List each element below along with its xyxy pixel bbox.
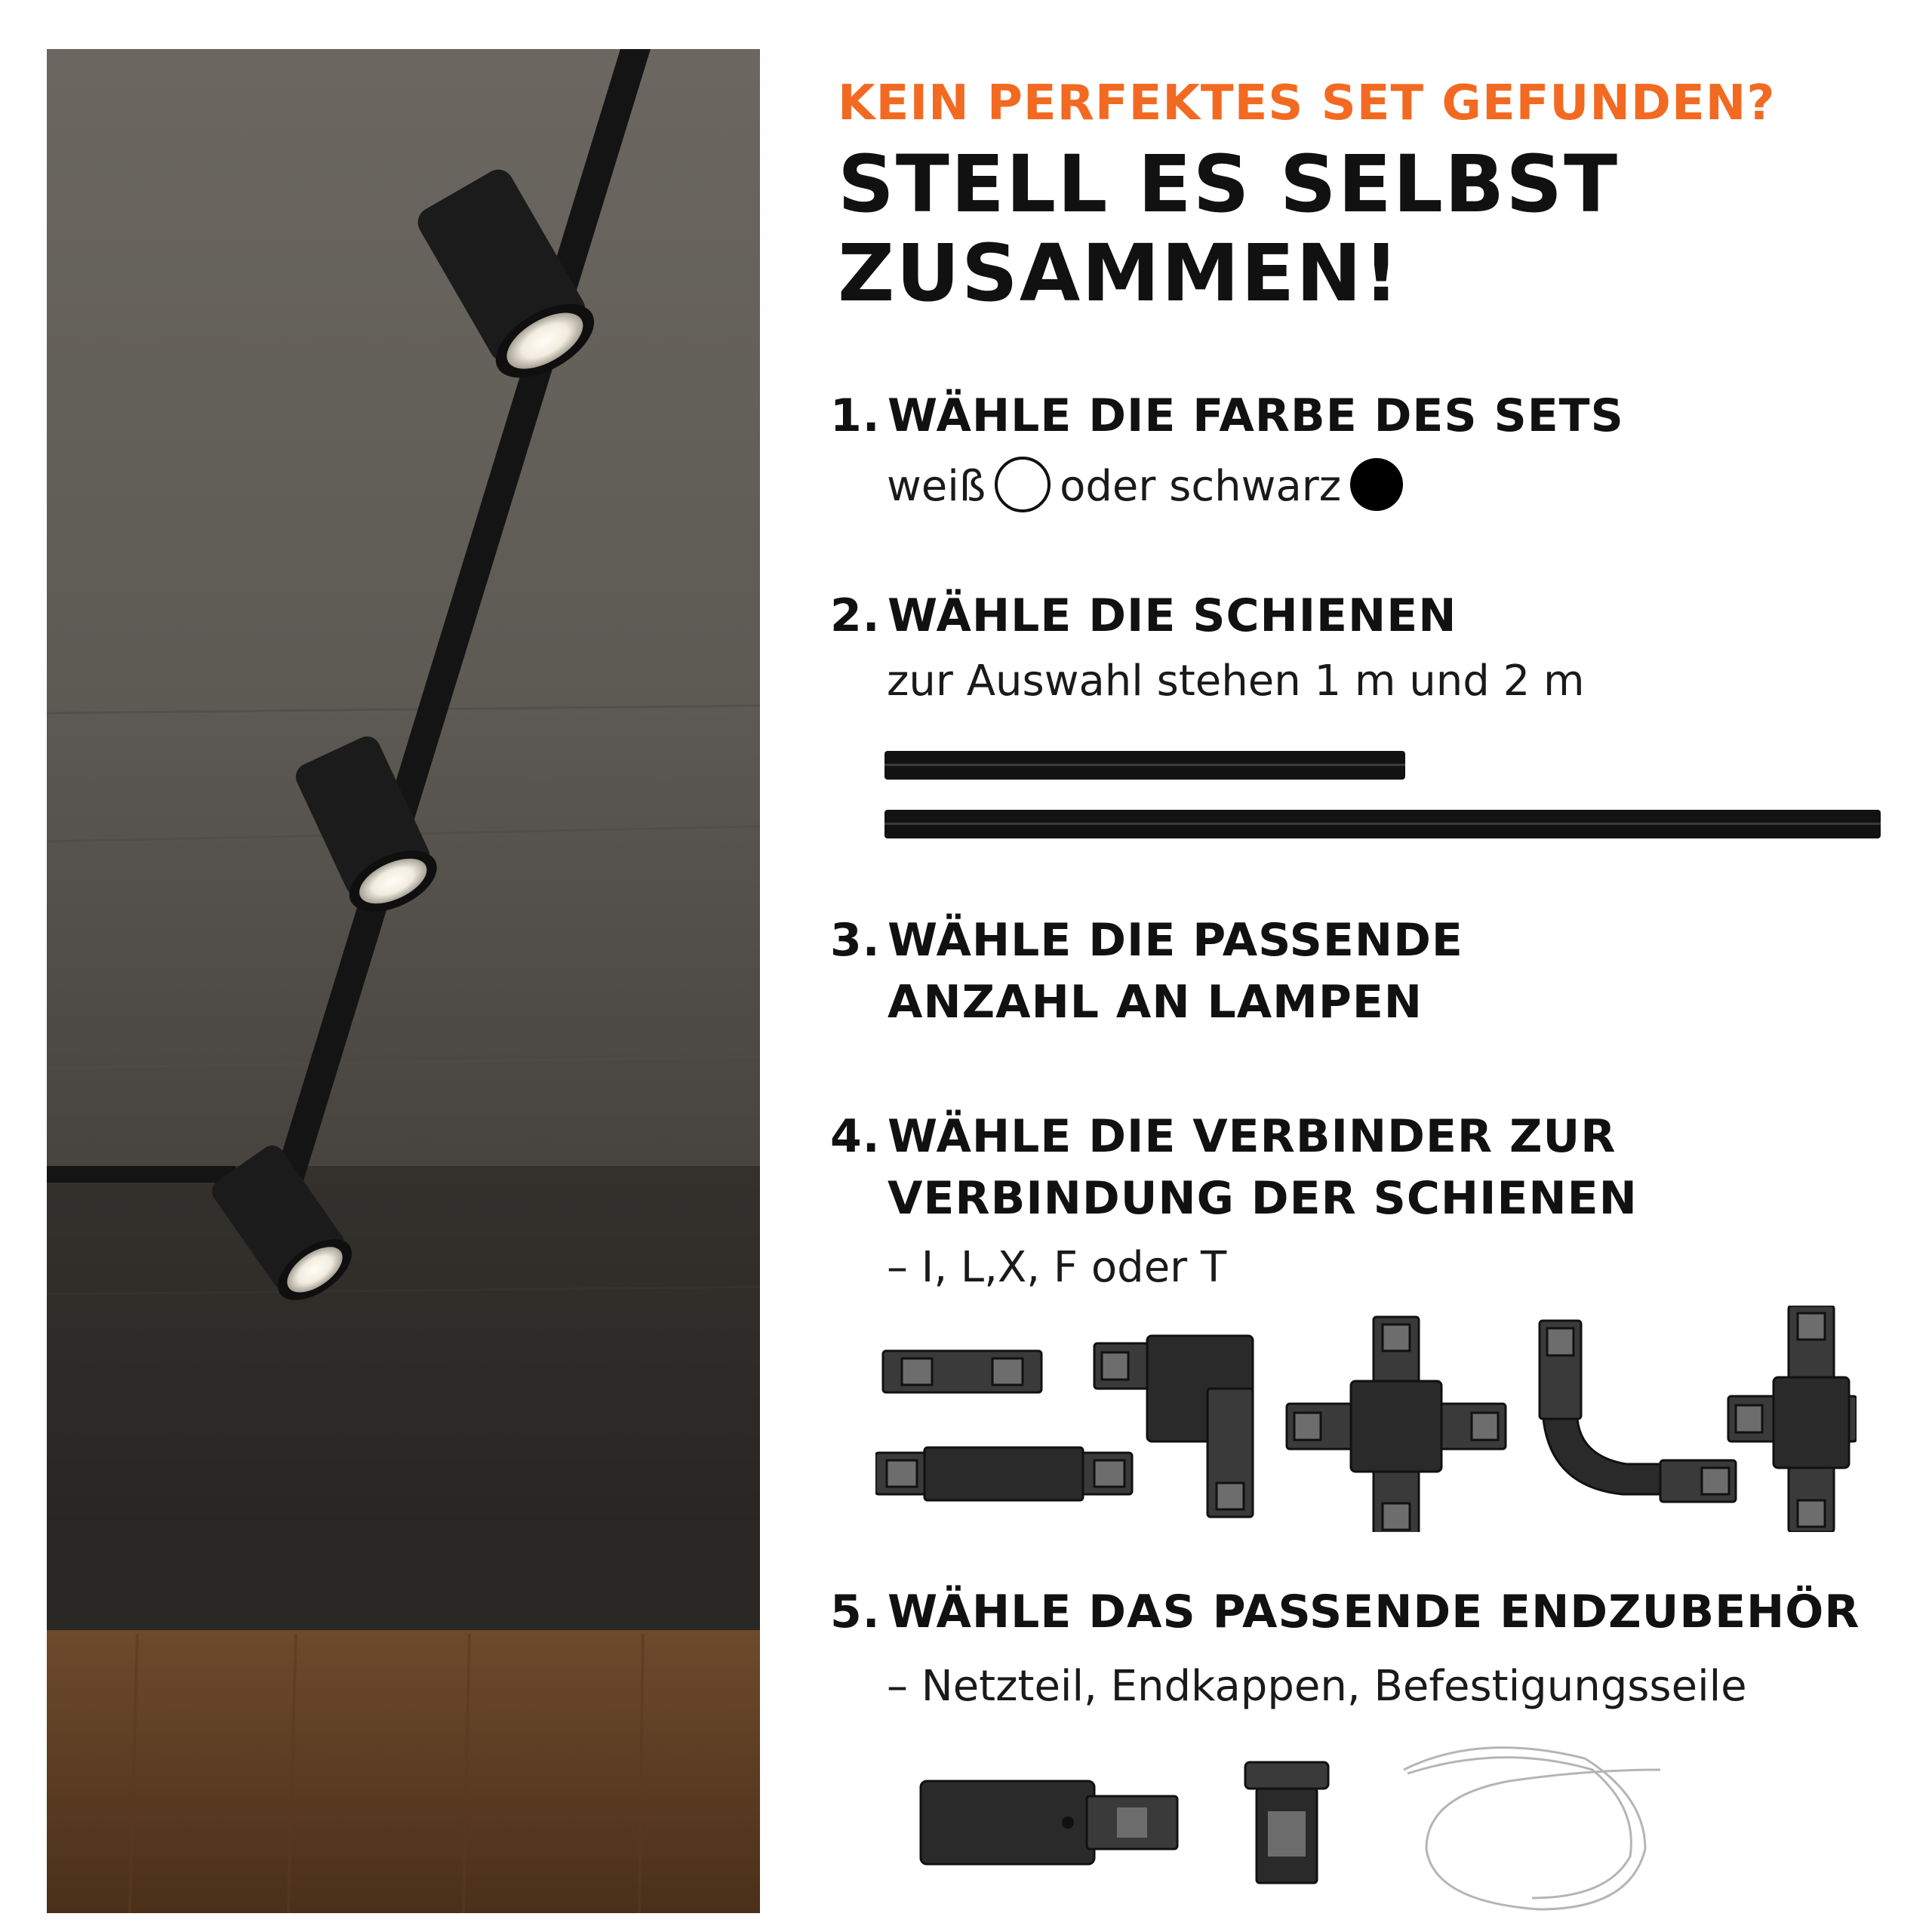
track-light-illustration xyxy=(47,49,760,1913)
rail-1m-image xyxy=(884,751,1405,780)
step-label: WÄHLE DIE SCHIENEN xyxy=(888,589,1457,642)
step-1-subtitle xyxy=(887,460,1412,517)
step-number: 2. xyxy=(830,589,881,642)
kicker-heading: KEIN PERFEKTES SET GEFUNDEN? xyxy=(838,75,1776,131)
step-number: 3. xyxy=(830,914,881,967)
color-black-label: oder schwarz xyxy=(1060,462,1342,511)
end-accessory-images xyxy=(906,1736,1690,1917)
power-supply-icon xyxy=(921,1781,1177,1864)
step-4-title xyxy=(830,1106,1638,1229)
connector-images xyxy=(875,1306,1857,1532)
step-number: 4. xyxy=(830,1110,881,1163)
step-3-title xyxy=(830,909,1463,1033)
step-number: 5. xyxy=(830,1586,881,1638)
t-connector-icon xyxy=(1728,1306,1857,1532)
step-label: WÄHLE DIE FARBE DES SETS xyxy=(888,389,1624,442)
step-label: WÄHLE DIE VERBINDER ZUR xyxy=(888,1110,1617,1163)
step-label: WÄHLE DAS PASSENDE ENDZUBEHÖR xyxy=(888,1586,1860,1638)
color-white-label: weiß xyxy=(887,462,986,511)
step-label-line-2: ANZAHL AN LAMPEN xyxy=(888,976,1423,1029)
step-2-subtitle: zur Auswahl stehen 1 m und 2 m xyxy=(887,657,1585,706)
page-title: STELL ES SELBST ZUSAMMEN! xyxy=(838,138,1620,319)
step-number: 1. xyxy=(830,389,881,442)
rail-2m-image xyxy=(884,810,1881,838)
step-2-title xyxy=(830,585,1457,647)
step-1-title xyxy=(830,385,1624,447)
i-connector-long-icon xyxy=(875,1447,1132,1500)
i-connector-icon xyxy=(883,1351,1041,1392)
step-4-subtitle: – I, L,X, F oder T xyxy=(887,1243,1227,1292)
white-circle-icon xyxy=(995,457,1051,512)
end-cap-icon xyxy=(1245,1762,1328,1883)
step-label-line-2: VERBINDUNG DER SCHIENEN xyxy=(888,1172,1638,1225)
x-connector-icon xyxy=(1287,1317,1506,1532)
hero-photo xyxy=(47,49,760,1913)
step-5-title xyxy=(830,1581,1860,1643)
flex-connector-icon xyxy=(1540,1321,1736,1502)
black-circle-icon xyxy=(1350,458,1403,511)
step-5-subtitle: – Netzteil, Endkappen, Befestigungsseile xyxy=(887,1662,1747,1711)
step-label: WÄHLE DIE PASSENDE xyxy=(888,914,1463,967)
suspension-wire-icon xyxy=(1404,1748,1660,1909)
